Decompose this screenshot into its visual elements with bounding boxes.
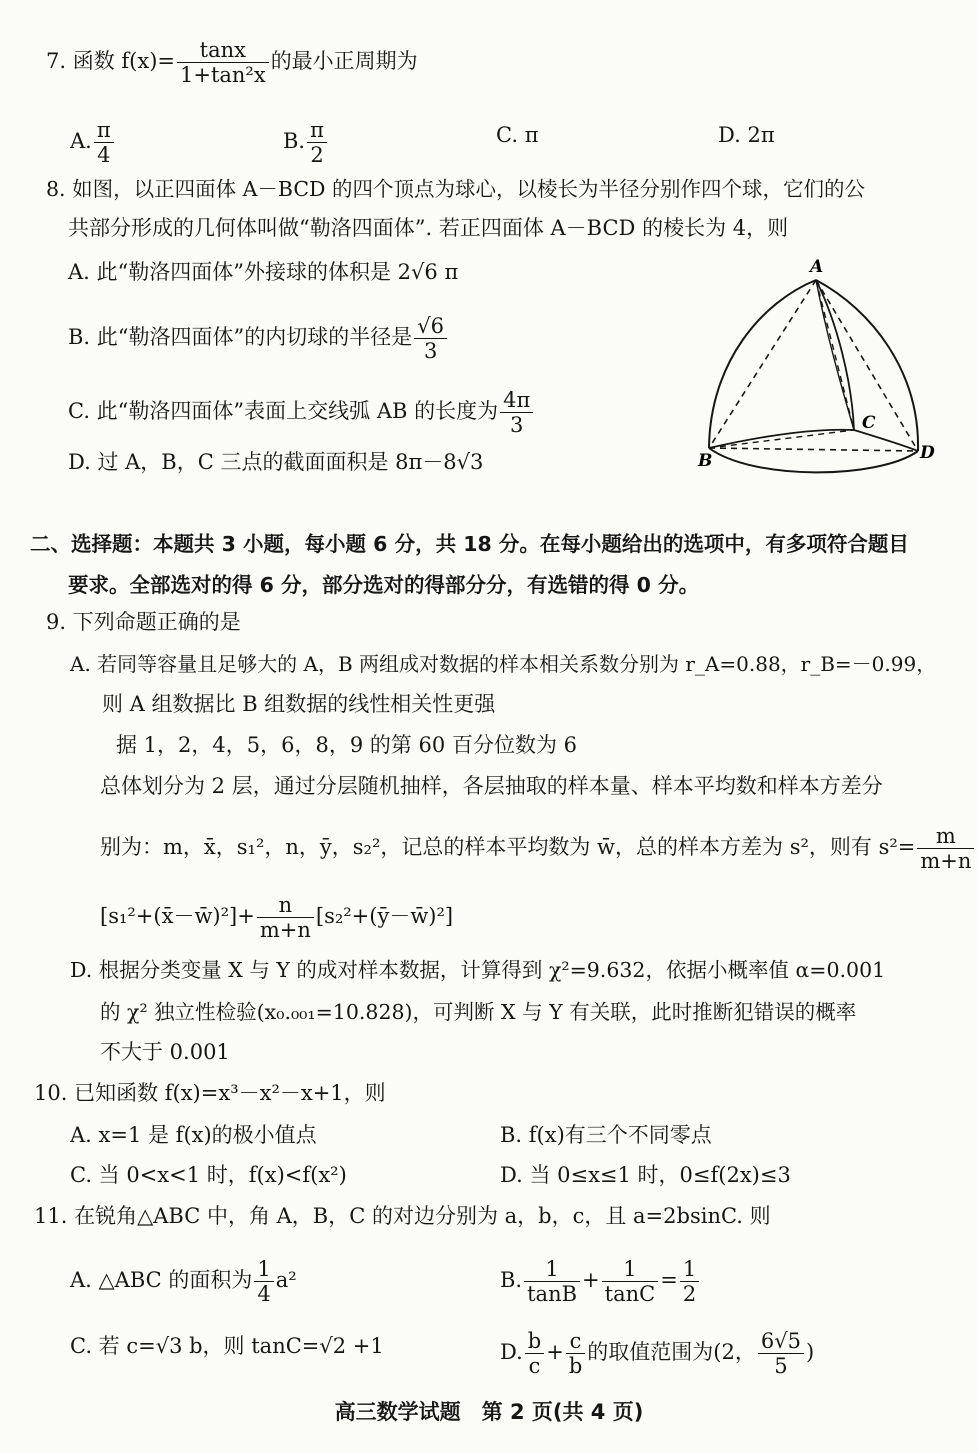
q9-option-c-line1: 总体划分为 2 层，通过分层随机抽样，各层抽取的样本量、样本平均数和样本方差分 [100, 774, 883, 798]
page-footer: 高三数学试题 第 2 页(共 4 页) [334, 1400, 644, 1424]
section2-heading-line1: 二、选择题：本题共 3 小题，每小题 6 分，共 18 分。在每小题给出的选项中，有多项符合题目 [30, 532, 909, 556]
q7-option-d: D. 2π [718, 123, 775, 147]
q11-stem: 11. 在锐角△ABC 中，角 A，B，C 的对边分别为 a，b，c，且 a=2bsinC. 则 [34, 1204, 771, 1228]
q10-option-a: A. x=1 是 f(x)的极小值点 [70, 1123, 317, 1147]
q7-option-a: A. $\frac{\pi}{4}$ [70, 118, 116, 167]
q10-option-d: D. 当 0≤x≤1 时，0≤f(2x)≤3 [500, 1163, 791, 1187]
q7-option-b: B. $\frac{\pi}{2}$ [283, 118, 329, 167]
q7-option-c: C. π [496, 123, 539, 147]
arc-c-d [854, 430, 918, 451]
section2-heading-line2: 要求。全部选对的得 6 分，部分选对的得部分分，有选错的得 0 分。 [68, 573, 700, 597]
q9-option-c-line3: [s₁²+(x̄－w̄)²]+ $\frac{n}{m+n}$ [s₂²+(ȳ－w̄)²] [100, 893, 454, 942]
edge-b-c-dashed [709, 430, 854, 448]
q9-option-d-line1: D. 根据分类变量 X 与 Y 的成对样本数据，计算得到 χ²=9.632，依据小概率值 α=0.001 [70, 958, 886, 982]
q11-option-b: B. $\frac{1}{\tan B}$ + $\frac{1}{\tan C}$ = $\frac{1}{2}$ [500, 1257, 701, 1306]
q8-option-d: D. 过 A，B，C 三点的截面面积是 8π－8√3 [68, 450, 484, 474]
figure-label-d: D [920, 443, 935, 463]
q8-option-c: C. 此“勒洛四面体”表面上交线弧 AB 的长度为 $\frac{4\pi}{3}$ [68, 388, 535, 437]
figure-label-a: A [810, 257, 824, 277]
q8-option-a: A. 此“勒洛四面体”外接球的体积是 2√6 π [68, 260, 459, 284]
reuleaux-tetrahedron-figure [692, 252, 942, 474]
q9-option-a-line2: 则 A 组数据比 B 组数据的线性相关性更强 [102, 692, 496, 716]
q11-option-a: A. △ABC 的面积为 $\frac{1}{4}$ a² [70, 1257, 297, 1306]
q10-stem: 10. 已知函数 f(x)=x³－x²－x+1，则 [34, 1081, 386, 1105]
q9-option-c-line2: 别为：m，x̄，s₁²，n，ȳ，s₂²，记总的样本平均数为 w̄，总的样本方差为 s²，则有 s²= $\frac{m}{m+n}$ [100, 824, 976, 873]
figure-label-c: C [862, 413, 876, 433]
q10-option-c: C. 当 0<x<1 时，f(x)<f(x²) [70, 1163, 347, 1187]
q8-stem-line1: 8. 如图，以正四面体 A－BCD 的四个顶点为球心，以棱长为半径分别作四个球，它们的公 [46, 177, 865, 201]
edge-b-d-dashed [709, 448, 918, 451]
q7-fraction: $\frac{\tan x}{\text{1+tan²x}}$ [177, 38, 269, 87]
q10-option-b: B. f(x)有三个不同零点 [500, 1123, 712, 1147]
q9-option-d-line2: 的 χ² 独立性检验(x₀.₀₀₁=10.828)，可判断 X 与 Y 有关联，此时推断犯错误的概率 [100, 1000, 857, 1024]
q11-option-d: D. $\frac{b}{c}$ + $\frac{c}{b}$ 的取值范围为(2， $\frac{6√5}{5}$ ) [500, 1329, 815, 1378]
figure-label-b: B [698, 451, 713, 471]
q8-stem-line2: 共部分形成的几何体叫做“勒洛四面体”. 若正四面体 A－BCD 的棱长为 4，则 [68, 216, 789, 240]
arc-b-d-bottom [709, 448, 918, 472]
q9-option-a-line1: A. 若同等容量且足够大的 A，B 两组成对数据的样本相关系数分别为 r_A=0.88，r_B=－0.99， [70, 652, 937, 676]
q11-option-c: C. 若 c=√3 b，则 tanC=√2 +1 [70, 1334, 384, 1358]
q8-option-b: B. 此“勒洛四面体”的内切球的半径是 $\frac{√6}{3}$ [68, 314, 449, 363]
q9-option-d-line3: 不大于 0.001 [100, 1040, 230, 1064]
q9-stem: 9. 下列命题正确的是 [46, 610, 241, 634]
edge-a-b-dashed [709, 280, 816, 448]
q9-option-b: 据 1，2，4，5，6，8，9 的第 60 百分位数为 6 [116, 733, 577, 757]
q7-stem: 7. 函数 f(x)= $\frac{\tan x}{\text{1+tan²x}}$ 的最小正周期为 [46, 38, 418, 87]
